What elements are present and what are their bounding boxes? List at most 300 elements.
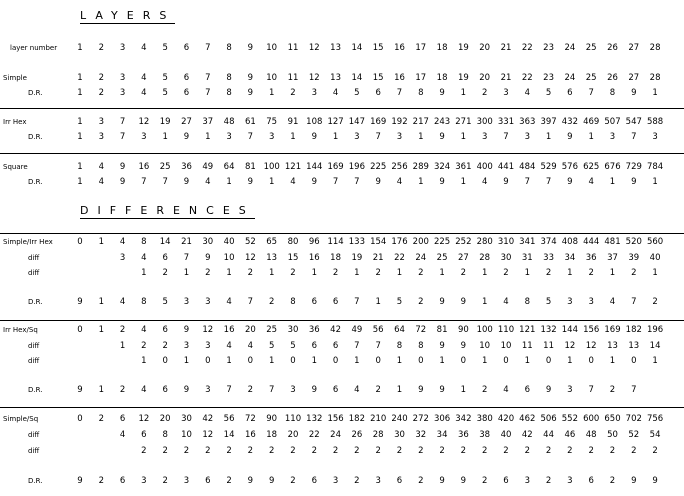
table-cell: 40 bbox=[500, 430, 512, 440]
table-cell: 72 bbox=[244, 414, 256, 424]
table-cell: 441 bbox=[497, 162, 515, 172]
table-cell: 2 bbox=[119, 385, 126, 395]
row-label: Irr Hex bbox=[3, 118, 27, 126]
table-cell: 3 bbox=[524, 132, 530, 142]
table-cell: 46 bbox=[564, 430, 576, 440]
table-cell: 10 bbox=[266, 73, 278, 83]
table-cell: 3 bbox=[205, 341, 211, 351]
table-cell: 9 bbox=[77, 476, 83, 486]
table-cell: 2 bbox=[162, 268, 168, 278]
table-cell: 90 bbox=[457, 325, 469, 335]
table-cell: 121 bbox=[284, 162, 302, 172]
table-cell: 12 bbox=[308, 43, 320, 53]
table-cell: 3 bbox=[354, 132, 360, 142]
table-cell: 9 bbox=[247, 88, 254, 98]
table-cell: 7 bbox=[503, 132, 509, 142]
table-cell: 2 bbox=[652, 446, 658, 456]
table-cell: 1 bbox=[481, 268, 488, 278]
table-cell: 3 bbox=[183, 297, 190, 307]
table-cell: 12 bbox=[138, 414, 150, 424]
table-cell: 6 bbox=[503, 476, 509, 486]
table-cell: 42 bbox=[202, 414, 214, 424]
table-cell: 16 bbox=[394, 73, 405, 83]
table-cell: 210 bbox=[370, 414, 387, 424]
table-cell: 7 bbox=[332, 177, 339, 187]
table-cell: 22 bbox=[308, 430, 320, 440]
table-cell: 24 bbox=[564, 43, 576, 53]
table-cell: 2 bbox=[354, 476, 360, 486]
table-cell: 4 bbox=[290, 177, 296, 187]
table-cell: 5 bbox=[354, 88, 360, 98]
table-cell: 1 bbox=[98, 297, 104, 307]
table-cell: 2 bbox=[631, 268, 637, 278]
table-cell: 1 bbox=[183, 268, 190, 278]
table-cell: 5 bbox=[545, 297, 552, 307]
table-cell: 7 bbox=[268, 385, 275, 395]
table-cell: 507 bbox=[604, 117, 621, 127]
heading-differences: DIFFERENCES bbox=[80, 204, 255, 217]
table-cell: 6 bbox=[332, 297, 339, 307]
table-cell: 2 bbox=[481, 385, 488, 395]
table-cell: 1 bbox=[141, 356, 147, 366]
table-cell: 27 bbox=[628, 43, 640, 53]
table-cell: 1 bbox=[226, 268, 232, 278]
table-cell: 11 bbox=[543, 341, 554, 351]
divider-irr-hex-sq bbox=[0, 320, 684, 321]
table-cell: 81 bbox=[244, 162, 256, 172]
table-cell: 25 bbox=[436, 253, 448, 263]
table-cell: 2 bbox=[418, 268, 424, 278]
table-cell: 2 bbox=[418, 476, 424, 486]
table-cell: 2 bbox=[375, 446, 381, 456]
table-cell: 1 bbox=[268, 268, 275, 278]
table-cell: 37 bbox=[202, 117, 214, 127]
table-cell: 36 bbox=[585, 253, 597, 263]
table-cell: 4 bbox=[141, 88, 147, 98]
table-cell: 7 bbox=[375, 132, 381, 142]
table-cell: 3 bbox=[141, 132, 147, 142]
table-cell: 25 bbox=[585, 73, 597, 83]
table-cell: 34 bbox=[564, 253, 576, 263]
table-cell: 13 bbox=[266, 253, 278, 263]
table-cell: 9 bbox=[247, 177, 254, 187]
table-cell: 243 bbox=[433, 117, 451, 127]
table-cell: 1 bbox=[77, 43, 83, 53]
table-cell: 469 bbox=[583, 117, 600, 127]
table-cell: 2 bbox=[375, 268, 381, 278]
table-cell: 0 bbox=[545, 356, 552, 366]
table-cell: 18 bbox=[436, 43, 448, 53]
table-cell: 15 bbox=[372, 73, 384, 83]
table-cell: 9 bbox=[439, 476, 445, 486]
table-cell: 5 bbox=[290, 341, 296, 351]
table-cell: 1 bbox=[524, 356, 530, 366]
table-cell: 64 bbox=[394, 325, 405, 335]
table-cell: 127 bbox=[327, 117, 344, 127]
table-cell: 9 bbox=[567, 132, 573, 142]
table-cell: 8 bbox=[418, 341, 424, 351]
table-cell: 36 bbox=[308, 325, 320, 335]
table-cell: 14 bbox=[159, 237, 171, 247]
divider-irr-hex bbox=[0, 108, 684, 109]
table-cell: 19 bbox=[351, 253, 363, 263]
table-cell: 1 bbox=[268, 356, 275, 366]
table-cell: 1 bbox=[396, 356, 403, 366]
table-cell: 5 bbox=[268, 341, 275, 351]
table-cell: 3 bbox=[332, 476, 339, 486]
table-cell: 6 bbox=[205, 476, 211, 486]
table-cell: 341 bbox=[519, 237, 536, 247]
table-cell: 9 bbox=[247, 43, 254, 53]
divider-square bbox=[0, 153, 684, 154]
table-cell: 1 bbox=[290, 132, 296, 142]
table-cell: 10 bbox=[479, 341, 491, 351]
table-cell: 2 bbox=[503, 268, 509, 278]
table-cell: 1 bbox=[98, 237, 104, 247]
table-cell: 192 bbox=[391, 117, 408, 127]
table-cell: 6 bbox=[524, 385, 530, 395]
table-cell: 9 bbox=[77, 385, 83, 395]
table-cell: 6 bbox=[162, 253, 168, 263]
table-cell: 6 bbox=[311, 297, 317, 307]
table-cell: 2 bbox=[290, 88, 296, 98]
table-cell: 217 bbox=[412, 117, 429, 127]
table-cell: 7 bbox=[375, 341, 381, 351]
table-cell: 408 bbox=[561, 237, 578, 247]
table-cell: 9 bbox=[631, 88, 637, 98]
table-cell: 121 bbox=[519, 325, 536, 335]
table-cell: 0 bbox=[77, 325, 83, 335]
table-cell: 3 bbox=[609, 132, 616, 142]
table-cell: 110 bbox=[497, 325, 515, 335]
table-cell: 588 bbox=[646, 117, 664, 127]
row-label: Simple/Sq bbox=[3, 415, 39, 423]
table-cell: 156 bbox=[583, 325, 600, 335]
table-cell: 3 bbox=[652, 132, 658, 142]
table-cell: 6 bbox=[141, 430, 147, 440]
table-cell: 6 bbox=[332, 341, 339, 351]
table-cell: 4 bbox=[481, 177, 488, 187]
table-cell: 19 bbox=[159, 117, 171, 127]
table-cell: 7 bbox=[247, 297, 254, 307]
table-cell: 1 bbox=[98, 325, 104, 335]
table-cell: 24 bbox=[415, 253, 427, 263]
table-cell: 25 bbox=[266, 325, 278, 335]
table-cell: 9 bbox=[439, 385, 445, 395]
table-cell: 15 bbox=[287, 253, 299, 263]
table-cell: 23 bbox=[543, 43, 554, 53]
table-cell: 169 bbox=[327, 162, 344, 172]
table-cell: 9 bbox=[311, 385, 317, 395]
table-cell: 420 bbox=[497, 414, 515, 424]
table-cell: 9 bbox=[183, 132, 190, 142]
table-cell: 1 bbox=[311, 268, 317, 278]
table-cell: 3 bbox=[567, 385, 573, 395]
divider-simple-irr-hex bbox=[0, 233, 684, 234]
table-cell: 342 bbox=[455, 414, 472, 424]
table-cell: 1 bbox=[609, 177, 616, 187]
table-cell: 1 bbox=[205, 132, 211, 142]
table-cell: 1 bbox=[481, 356, 488, 366]
table-cell: 16 bbox=[308, 253, 320, 263]
table-cell: 13 bbox=[628, 341, 640, 351]
table-cell: 6 bbox=[332, 385, 339, 395]
row-label: D.R. bbox=[28, 89, 43, 97]
table-cell: 14 bbox=[223, 430, 235, 440]
table-cell: 20 bbox=[479, 43, 491, 53]
table-cell: 2 bbox=[524, 446, 530, 456]
table-cell: 30 bbox=[202, 237, 214, 247]
table-cell: 1 bbox=[183, 356, 190, 366]
table-cell: 7 bbox=[396, 88, 403, 98]
table-cell: 3 bbox=[183, 476, 190, 486]
table-cell: 2 bbox=[588, 268, 594, 278]
table-cell: 7 bbox=[205, 43, 211, 53]
table-cell: 6 bbox=[588, 476, 594, 486]
table-cell: 21 bbox=[372, 253, 384, 263]
table-cell: 3 bbox=[567, 476, 573, 486]
table-cell: 4 bbox=[119, 297, 126, 307]
table-cell: 0 bbox=[77, 237, 83, 247]
table-cell: 2 bbox=[375, 385, 381, 395]
table-cell: 1 bbox=[311, 356, 317, 366]
table-cell: 9 bbox=[119, 177, 126, 187]
table-cell: 3 bbox=[119, 43, 126, 53]
table-cell: 56 bbox=[223, 414, 235, 424]
table-cell: 25 bbox=[159, 162, 171, 172]
row-label: diff bbox=[28, 269, 40, 277]
table-cell: 9 bbox=[439, 297, 445, 307]
table-cell: 0 bbox=[631, 356, 637, 366]
table-cell: 2 bbox=[588, 446, 594, 456]
table-cell: 1 bbox=[460, 385, 467, 395]
table-cell: 13 bbox=[330, 73, 341, 83]
table-cell: 91 bbox=[287, 117, 299, 127]
table-cell: 506 bbox=[540, 414, 557, 424]
table-cell: 1 bbox=[396, 268, 403, 278]
table-cell: 182 bbox=[348, 414, 365, 424]
table-cell: 1 bbox=[418, 177, 424, 187]
table-cell: 2 bbox=[183, 446, 190, 456]
table-cell: 529 bbox=[540, 162, 557, 172]
table-cell: 7 bbox=[247, 132, 254, 142]
table-cell: 2 bbox=[332, 268, 339, 278]
table-cell: 2 bbox=[268, 297, 275, 307]
table-cell: 361 bbox=[455, 162, 472, 172]
table-cell: 2 bbox=[311, 446, 317, 456]
table-cell: 6 bbox=[567, 88, 573, 98]
table-cell: 10 bbox=[266, 43, 278, 53]
table-cell: 0 bbox=[290, 356, 296, 366]
table-cell: 1 bbox=[567, 356, 573, 366]
table-cell: 2 bbox=[418, 446, 424, 456]
table-cell: 650 bbox=[604, 414, 621, 424]
table-cell: 4 bbox=[141, 325, 147, 335]
table-cell: 2 bbox=[98, 414, 104, 424]
table-cell: 2 bbox=[609, 385, 616, 395]
table-cell: 1 bbox=[524, 268, 530, 278]
table-cell: 271 bbox=[455, 117, 472, 127]
table-cell: 2 bbox=[98, 88, 104, 98]
table-cell: 38 bbox=[479, 430, 491, 440]
table-cell: 9 bbox=[460, 476, 467, 486]
table-cell: 28 bbox=[649, 73, 661, 83]
table-cell: 1 bbox=[609, 268, 616, 278]
table-cell: 1 bbox=[77, 177, 83, 187]
table-cell: 26 bbox=[607, 73, 618, 83]
table-cell: 3 bbox=[205, 385, 211, 395]
table-cell: 9 bbox=[183, 177, 190, 187]
table-cell: 7 bbox=[162, 177, 168, 187]
table-cell: 22 bbox=[521, 73, 533, 83]
table-cell: 9 bbox=[247, 73, 254, 83]
table-cell: 196 bbox=[646, 325, 664, 335]
table-cell: 2 bbox=[631, 446, 637, 456]
table-cell: 2 bbox=[503, 446, 509, 456]
table-cell: 64 bbox=[223, 162, 235, 172]
table-cell: 300 bbox=[476, 117, 493, 127]
table-cell: 12 bbox=[564, 341, 576, 351]
table-cell: 81 bbox=[436, 325, 448, 335]
table-cell: 9 bbox=[652, 476, 658, 486]
table-cell: 10 bbox=[223, 253, 235, 263]
table-cell: 20 bbox=[479, 73, 491, 83]
table-cell: 3 bbox=[311, 88, 317, 98]
table-cell: 4 bbox=[98, 177, 104, 187]
table-cell: 132 bbox=[540, 325, 557, 335]
table-cell: 17 bbox=[415, 43, 427, 53]
table-cell: 2 bbox=[162, 446, 168, 456]
table-cell: 40 bbox=[223, 237, 235, 247]
table-cell: 784 bbox=[646, 162, 664, 172]
row-label: Simple/Irr Hex bbox=[3, 238, 53, 246]
table-cell: 1 bbox=[77, 88, 83, 98]
table-cell: 22 bbox=[521, 43, 533, 53]
table-cell: 9 bbox=[567, 177, 573, 187]
table-cell: 6 bbox=[162, 385, 168, 395]
table-cell: 200 bbox=[412, 237, 429, 247]
table-cell: 8 bbox=[418, 88, 424, 98]
table-cell: 2 bbox=[481, 446, 488, 456]
table-cell: 61 bbox=[244, 117, 256, 127]
table-cell: 4 bbox=[354, 385, 360, 395]
table-cell: 4 bbox=[609, 297, 616, 307]
table-cell: 3 bbox=[290, 385, 296, 395]
table-cell: 9 bbox=[375, 177, 381, 187]
table-cell: 52 bbox=[628, 430, 640, 440]
table-cell: 3 bbox=[119, 253, 126, 263]
table-cell: 1 bbox=[652, 177, 658, 187]
table-cell: 2 bbox=[98, 43, 104, 53]
table-cell: 19 bbox=[457, 43, 469, 53]
table-cell: 9 bbox=[439, 88, 445, 98]
table-cell: 1 bbox=[609, 356, 616, 366]
table-cell: 0 bbox=[332, 356, 339, 366]
table-cell: 144 bbox=[561, 325, 578, 335]
table-cell: 9 bbox=[247, 476, 254, 486]
table-cell: 3 bbox=[98, 117, 104, 127]
table-cell: 7 bbox=[631, 297, 637, 307]
table-cell: 2 bbox=[247, 268, 254, 278]
table-cell: 39 bbox=[628, 253, 640, 263]
table-cell: 144 bbox=[306, 162, 323, 172]
table-cell: 9 bbox=[205, 253, 211, 263]
table-cell: 132 bbox=[306, 414, 323, 424]
table-cell: 2 bbox=[460, 446, 467, 456]
table-cell: 34 bbox=[436, 430, 448, 440]
table-cell: 4 bbox=[503, 385, 509, 395]
table-cell: 280 bbox=[476, 237, 493, 247]
table-cell: 1 bbox=[226, 177, 232, 187]
table-cell: 4 bbox=[503, 297, 509, 307]
table-cell: 90 bbox=[266, 414, 278, 424]
table-cell: 2 bbox=[567, 446, 573, 456]
table-cell: 6 bbox=[396, 476, 403, 486]
table-cell: 2 bbox=[98, 476, 104, 486]
table-cell: 7 bbox=[119, 132, 126, 142]
table-cell: 16 bbox=[138, 162, 150, 172]
table-cell: 196 bbox=[348, 162, 365, 172]
table-cell: 48 bbox=[585, 430, 597, 440]
table-cell: 9 bbox=[545, 385, 552, 395]
table-cell: 600 bbox=[583, 414, 600, 424]
table-cell: 9 bbox=[311, 177, 317, 187]
table-cell: 176 bbox=[391, 237, 408, 247]
table-cell: 1 bbox=[226, 356, 232, 366]
table-cell: 80 bbox=[287, 237, 299, 247]
table-cell: 380 bbox=[476, 414, 493, 424]
table-cell: 24 bbox=[330, 430, 341, 440]
table-cell: 9 bbox=[503, 177, 509, 187]
row-label: diff bbox=[28, 447, 40, 455]
table-cell: 28 bbox=[479, 253, 491, 263]
table-cell: 7 bbox=[524, 177, 530, 187]
table-cell: 3 bbox=[98, 132, 104, 142]
table-cell: 42 bbox=[330, 325, 341, 335]
row-label: layer number bbox=[10, 44, 58, 52]
table-cell: 8 bbox=[226, 88, 232, 98]
table-cell: 3 bbox=[375, 476, 381, 486]
table-cell: 1 bbox=[439, 356, 445, 366]
table-cell: 7 bbox=[205, 88, 211, 98]
table-cell: 9 bbox=[183, 325, 190, 335]
table-cell: 8 bbox=[226, 73, 232, 83]
table-cell: 0 bbox=[588, 356, 594, 366]
table-cell: 8 bbox=[226, 43, 232, 53]
table-cell: 1 bbox=[460, 177, 467, 187]
table-cell: 182 bbox=[625, 325, 642, 335]
table-cell: 7 bbox=[119, 117, 126, 127]
table-cell: 3 bbox=[481, 132, 488, 142]
table-cell: 4 bbox=[524, 88, 530, 98]
table-cell: 6 bbox=[311, 341, 317, 351]
table-cell: 6 bbox=[183, 43, 190, 53]
table-cell: 6 bbox=[311, 476, 317, 486]
table-cell: 1 bbox=[375, 297, 381, 307]
table-cell: 27 bbox=[628, 73, 640, 83]
table-cell: 0 bbox=[460, 356, 467, 366]
table-cell: 2 bbox=[290, 446, 296, 456]
table-cell: 0 bbox=[418, 356, 424, 366]
table-cell: 28 bbox=[649, 43, 661, 53]
table-cell: 2 bbox=[332, 446, 339, 456]
table-cell: 3 bbox=[141, 476, 147, 486]
table-cell: 2 bbox=[609, 446, 616, 456]
table-cell: 52 bbox=[244, 237, 256, 247]
table-cell: 256 bbox=[391, 162, 408, 172]
table-cell: 576 bbox=[561, 162, 578, 172]
table-cell: 9 bbox=[77, 297, 83, 307]
